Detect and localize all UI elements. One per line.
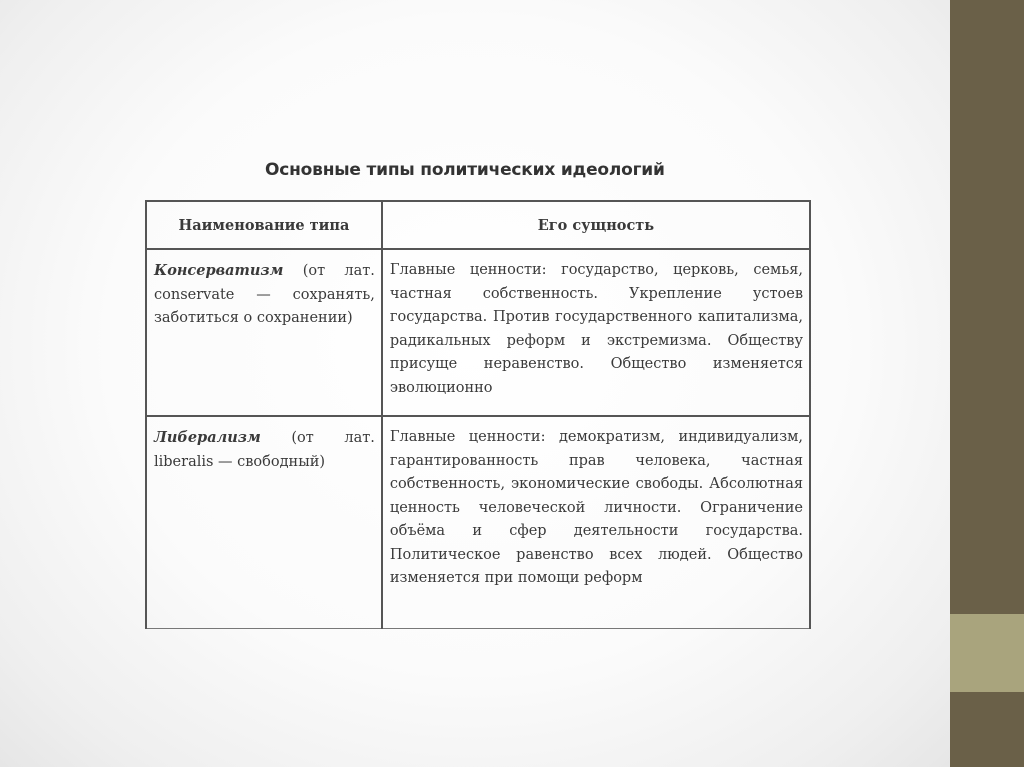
ideologies-table [145,200,811,629]
header-type-name: Наименование типа [146,201,382,249]
table-row [146,249,810,416]
type-name-cell [146,416,382,629]
document-title: Основные типы политических идеологий [265,160,665,180]
type-name-cell [146,249,382,416]
table-row [146,416,810,629]
essence-cell: Главные ценности: государство, церковь, семья, частная собственность. Укрепление устоев государства. Против государственного капитализма, радикальных реформ и экстремизма. Обществу присуще неравенство. Общество изменяется эволюционно [382,249,810,416]
ideology-etymology: (от лат. liberalis — свободный) [154,430,375,470]
table-header-row [146,201,810,249]
essence-cell: Главные ценности: демократизм, индивидуализм, гарантированность прав человека, частная собственность, экономические свободы. Абсолютная ценность человеческой личности. Ограничение объёма и сфер деятельности государства. Политическое равенство всех людей. Общество изменяется при помощи реформ [382,416,810,629]
ideology-term: Консерватизм [154,262,284,279]
header-essence: Его сущность [382,201,810,249]
side-decoration-accent [950,614,1024,692]
ideology-etymology: (от лат. conservate — сохранять, заботиться о сохранении) [154,263,375,326]
ideology-term: Либерализм [154,429,261,446]
